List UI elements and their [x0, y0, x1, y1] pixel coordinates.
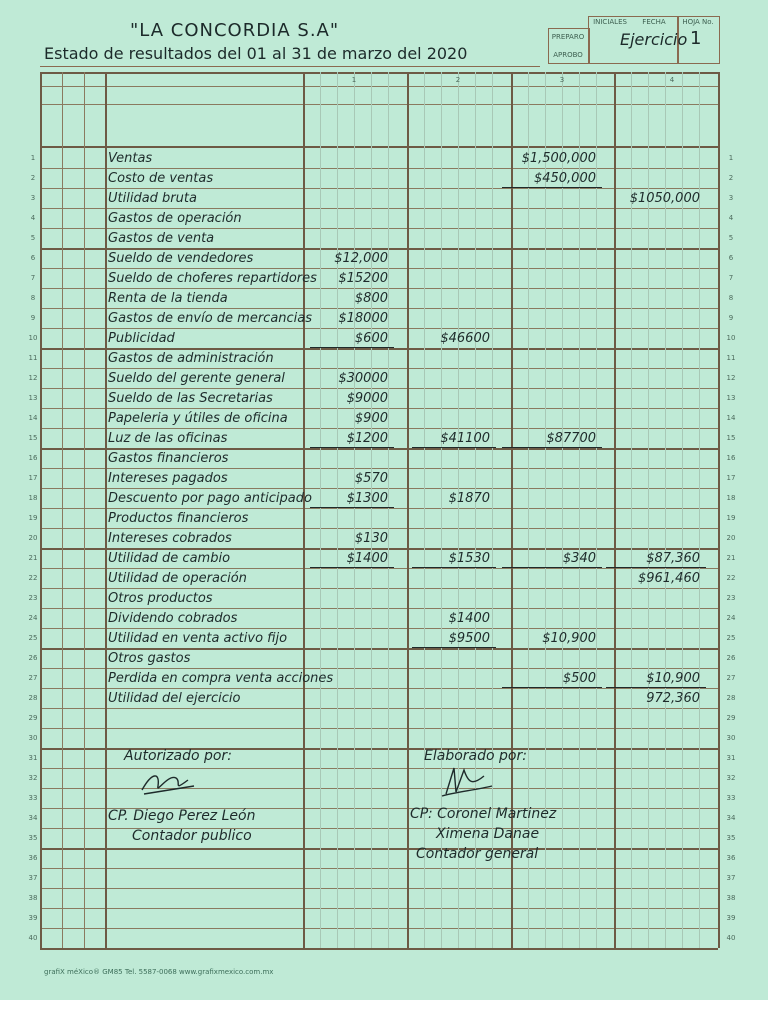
grid-row-line [40, 528, 718, 529]
amount-c2: $1400 [448, 611, 490, 626]
grid-top-border [40, 72, 718, 74]
row-number-left: 37 [28, 874, 38, 882]
exercise-label: Ejercicio [620, 30, 688, 49]
grid-column-line [596, 72, 597, 948]
grid-column-line [718, 72, 720, 948]
row-number-left: 11 [28, 354, 38, 362]
account-description: Sueldo de vendedores [108, 251, 254, 266]
company-name: "LA CONCORDIA S.A" [130, 20, 340, 41]
row-number-left: 5 [30, 234, 36, 242]
amount-c1: $9000 [346, 391, 388, 406]
account-description: Utilidad en venta activo fijo [108, 631, 288, 646]
grid-row-line [40, 928, 718, 929]
row-number-right: 13 [726, 394, 736, 402]
grid-row-line [40, 248, 718, 250]
row-number-left: 34 [28, 814, 38, 822]
grid-column-line [562, 72, 563, 948]
row-number-right: 14 [726, 414, 736, 422]
grid-row-line [40, 868, 718, 869]
grid-column-line [371, 72, 372, 948]
account-description: Gastos de administración [108, 351, 274, 366]
statement-title: Estado de resultados del 01 al 31 de marzo del 2020 [44, 44, 468, 63]
amount-c4: $10,900 [646, 671, 700, 686]
grid-row-line [40, 208, 718, 209]
grid-row-line [40, 188, 718, 189]
total-underline [412, 567, 496, 568]
row-number-right: 37 [726, 874, 736, 882]
account-description: Luz de las oficinas [108, 431, 228, 446]
row-number-left: 18 [28, 494, 38, 502]
grid-column-line [407, 72, 409, 948]
row-number-right: 10 [726, 334, 736, 342]
row-number-right: 7 [728, 274, 734, 282]
account-description: Descuento por pago anticipado [108, 491, 312, 506]
row-number-left: 4 [30, 214, 36, 222]
grid-row-line [40, 908, 718, 909]
grid-row-line [40, 948, 718, 950]
row-number-right: 33 [726, 794, 736, 802]
row-number-left: 7 [30, 274, 36, 282]
grid-header-line [40, 104, 718, 105]
row-number-left: 25 [28, 634, 38, 642]
row-number-left: 27 [28, 674, 38, 682]
row-number-left: 13 [28, 394, 38, 402]
amount-c4: $87,360 [646, 551, 700, 566]
amount-c1: $30000 [338, 371, 388, 386]
amount-c3: $500 [562, 671, 596, 686]
row-number-right: 35 [726, 834, 736, 842]
row-number-left: 35 [28, 834, 38, 842]
row-number-left: 14 [28, 414, 38, 422]
total-underline [310, 447, 394, 448]
row-number-right: 24 [726, 614, 736, 622]
hoja-label: HOJA No. [682, 18, 714, 26]
row-number-right: 19 [726, 514, 736, 522]
row-number-right: 18 [726, 494, 736, 502]
grid-row-line [40, 228, 718, 229]
row-number-right: 3 [728, 194, 734, 202]
grid-row-line [40, 688, 718, 689]
account-description: Productos financieros [108, 511, 249, 526]
account-description: Gastos financieros [108, 451, 229, 466]
amount-c4: $1050,000 [629, 191, 700, 206]
row-number-left: 6 [30, 254, 36, 262]
row-number-right: 22 [726, 574, 736, 582]
row-number-left: 21 [28, 554, 38, 562]
grid-row-line [40, 288, 718, 289]
iniciales-label: INICIALES [593, 18, 627, 26]
row-number-left: 30 [28, 734, 38, 742]
amount-c1: $15200 [338, 271, 388, 286]
amount-c1: $570 [354, 471, 388, 486]
grid-row-line [40, 388, 718, 389]
row-number-left: 39 [28, 914, 38, 922]
total-underline [502, 567, 602, 568]
account-description: Sueldo de choferes repartidores [108, 271, 317, 286]
amount-c2: $46600 [440, 331, 490, 346]
row-number-left: 3 [30, 194, 36, 202]
row-number-right: 40 [726, 934, 736, 942]
grid-column-line [354, 72, 355, 948]
grid-row-line [40, 848, 718, 850]
account-description: Intereses pagados [108, 471, 228, 486]
row-number-right: 4 [728, 214, 734, 222]
row-number-left: 28 [28, 694, 38, 702]
grid-column-line [388, 72, 389, 948]
sheet-number: 1 [690, 28, 702, 49]
grid-body-top [40, 146, 718, 148]
amount-c3: $87700 [546, 431, 596, 446]
grid-row-line [40, 328, 718, 329]
grid-column-line [84, 72, 85, 948]
grid-row-line [40, 728, 718, 729]
row-number-left: 38 [28, 894, 38, 902]
row-number-left: 29 [28, 714, 38, 722]
amount-c3: $10,900 [542, 631, 596, 646]
grid-row-line [40, 448, 718, 450]
grid-row-line [40, 368, 718, 369]
total-underline [310, 567, 394, 568]
grid-column-line [320, 72, 321, 948]
column-number: 4 [669, 76, 675, 84]
account-description: Sueldo de las Secretarias [108, 391, 273, 406]
account-description: Renta de la tienda [108, 291, 228, 306]
fecha-label: FECHA [642, 18, 666, 26]
row-number-left: 26 [28, 654, 38, 662]
row-number-right: 36 [726, 854, 736, 862]
grid-row-line [40, 668, 718, 669]
grid-row-line [40, 708, 718, 709]
row-number-right: 28 [726, 694, 736, 702]
row-number-right: 9 [728, 314, 734, 322]
total-underline [502, 187, 602, 188]
row-number-right: 30 [726, 734, 736, 742]
row-number-right: 16 [726, 454, 736, 462]
row-number-right: 31 [726, 754, 736, 762]
row-number-left: 2 [30, 174, 36, 182]
account-description: Otros gastos [108, 651, 191, 666]
amount-c2: $41100 [440, 431, 490, 446]
grid-row-line [40, 308, 718, 309]
total-underline [310, 507, 394, 508]
grid-row-line [40, 568, 718, 569]
grid-row-line [40, 468, 718, 469]
grid-row-line [40, 348, 718, 350]
row-number-right: 12 [726, 374, 736, 382]
aprobo-label: APROBO [553, 51, 583, 59]
row-number-right: 6 [728, 254, 734, 262]
grid-header-line [40, 86, 718, 87]
amount-c1: $130 [354, 531, 388, 546]
grid-row-line [40, 548, 718, 550]
amount-c1: $1400 [346, 551, 388, 566]
account-description: Papeleria y útiles de oficina [108, 411, 288, 426]
row-number-right: 34 [726, 814, 736, 822]
row-number-right: 38 [726, 894, 736, 902]
column-number: 3 [559, 76, 565, 84]
grid-row-line [40, 888, 718, 889]
authorized-label: Autorizado por: [124, 748, 232, 764]
grid-column-line [40, 72, 42, 948]
total-underline [310, 347, 394, 348]
account-description: Gastos de venta [108, 231, 215, 246]
row-number-left: 24 [28, 614, 38, 622]
grid-column-line [337, 72, 338, 948]
total-underline [502, 447, 602, 448]
row-number-right: 11 [726, 354, 736, 362]
row-number-right: 17 [726, 474, 736, 482]
grid-column-line [303, 72, 305, 948]
authorized-name: CP. Diego Perez León [108, 808, 256, 824]
account-description: Utilidad del ejercicio [108, 691, 241, 706]
total-underline [412, 647, 496, 648]
grid-row-line [40, 608, 718, 609]
grid-row-line [40, 428, 718, 429]
row-number-right: 1 [728, 154, 734, 162]
row-number-left: 12 [28, 374, 38, 382]
row-number-right: 20 [726, 534, 736, 542]
total-underline [606, 567, 706, 568]
title-underline [40, 66, 540, 67]
row-number-left: 9 [30, 314, 36, 322]
amount-c1: $1300 [346, 491, 388, 506]
row-number-left: 32 [28, 774, 38, 782]
account-description: Utilidad de cambio [108, 551, 231, 566]
row-number-right: 32 [726, 774, 736, 782]
row-number-left: 33 [28, 794, 38, 802]
row-number-left: 15 [28, 434, 38, 442]
amount-c3: $450,000 [533, 171, 596, 186]
row-number-right: 26 [726, 654, 736, 662]
preparo-label: PREPARO [551, 33, 585, 41]
total-underline [606, 687, 706, 688]
grid-row-line [40, 408, 718, 409]
row-number-left: 22 [28, 574, 38, 582]
amount-c2: $1870 [448, 491, 490, 506]
row-number-left: 36 [28, 854, 38, 862]
account-description: Dividendo cobrados [108, 611, 238, 626]
account-description: Perdida en compra venta acciones [108, 671, 334, 686]
row-number-right: 27 [726, 674, 736, 682]
row-number-left: 20 [28, 534, 38, 542]
column-number: 1 [351, 76, 357, 84]
row-number-right: 29 [726, 714, 736, 722]
authorized-signature [138, 764, 198, 798]
row-number-left: 16 [28, 454, 38, 462]
row-number-right: 15 [726, 434, 736, 442]
row-number-left: 8 [30, 294, 36, 302]
row-number-left: 40 [28, 934, 38, 942]
amount-c1: $900 [354, 411, 388, 426]
row-number-right: 39 [726, 914, 736, 922]
prepared-title: Contador general [416, 846, 539, 862]
account-description: Intereses cobrados [108, 531, 232, 546]
total-underline [502, 687, 602, 688]
grid-row-line [40, 268, 718, 269]
account-description: Costo de ventas [108, 171, 214, 186]
account-description: Ventas [108, 151, 153, 166]
grid-column-line [62, 72, 63, 948]
account-description: Sueldo del gerente general [108, 371, 285, 386]
amount-c4: $961,460 [637, 571, 700, 586]
grid-row-line [40, 168, 718, 169]
prepared-name-1: CP: Coronel Martinez [410, 806, 557, 822]
amount-c3: $1,500,000 [521, 151, 596, 166]
grid-column-line [579, 72, 580, 948]
amount-c2: $9500 [448, 631, 490, 646]
amount-c1: $18000 [338, 311, 388, 326]
amount-c1: $800 [354, 291, 388, 306]
grid-row-line [40, 488, 718, 489]
footer-brand: grafiX méXico® GM85 Tel. 5587-0068 www.grafixmexico.com.mx [44, 968, 274, 976]
amount-c3: $340 [562, 551, 596, 566]
row-number-right: 23 [726, 594, 736, 602]
grid-column-line [105, 72, 107, 948]
amount-c4: 972,360 [646, 691, 700, 706]
row-number-left: 31 [28, 754, 38, 762]
grid-row-line [40, 648, 718, 650]
account-description: Gastos de envío de mercancias [108, 311, 313, 326]
column-number: 2 [455, 76, 461, 84]
prepared-label: Elaborado por: [424, 748, 527, 764]
prepared-name-2: Ximena Danae [436, 826, 540, 842]
grid-row-line [40, 588, 718, 589]
amount-c1: $12,000 [334, 251, 388, 266]
row-number-right: 8 [728, 294, 734, 302]
row-number-left: 19 [28, 514, 38, 522]
total-underline [412, 447, 496, 448]
prepared-signature [436, 762, 496, 802]
row-number-right: 25 [726, 634, 736, 642]
row-number-left: 17 [28, 474, 38, 482]
row-number-right: 2 [728, 174, 734, 182]
row-number-right: 21 [726, 554, 736, 562]
authorized-title: Contador publico [132, 828, 252, 844]
account-description: Otros productos [108, 591, 213, 606]
row-number-right: 5 [728, 234, 734, 242]
amount-c1: $1200 [346, 431, 388, 446]
row-number-left: 23 [28, 594, 38, 602]
row-number-left: 10 [28, 334, 38, 342]
grid-row-line [40, 628, 718, 629]
account-description: Gastos de operación [108, 211, 242, 226]
row-number-left: 1 [30, 154, 36, 162]
grid-row-line [40, 508, 718, 509]
amount-c1: $600 [354, 331, 388, 346]
account-description: Utilidad bruta [108, 191, 197, 206]
account-description: Publicidad [108, 331, 175, 346]
account-description: Utilidad de operación [108, 571, 247, 586]
amount-c2: $1530 [448, 551, 490, 566]
